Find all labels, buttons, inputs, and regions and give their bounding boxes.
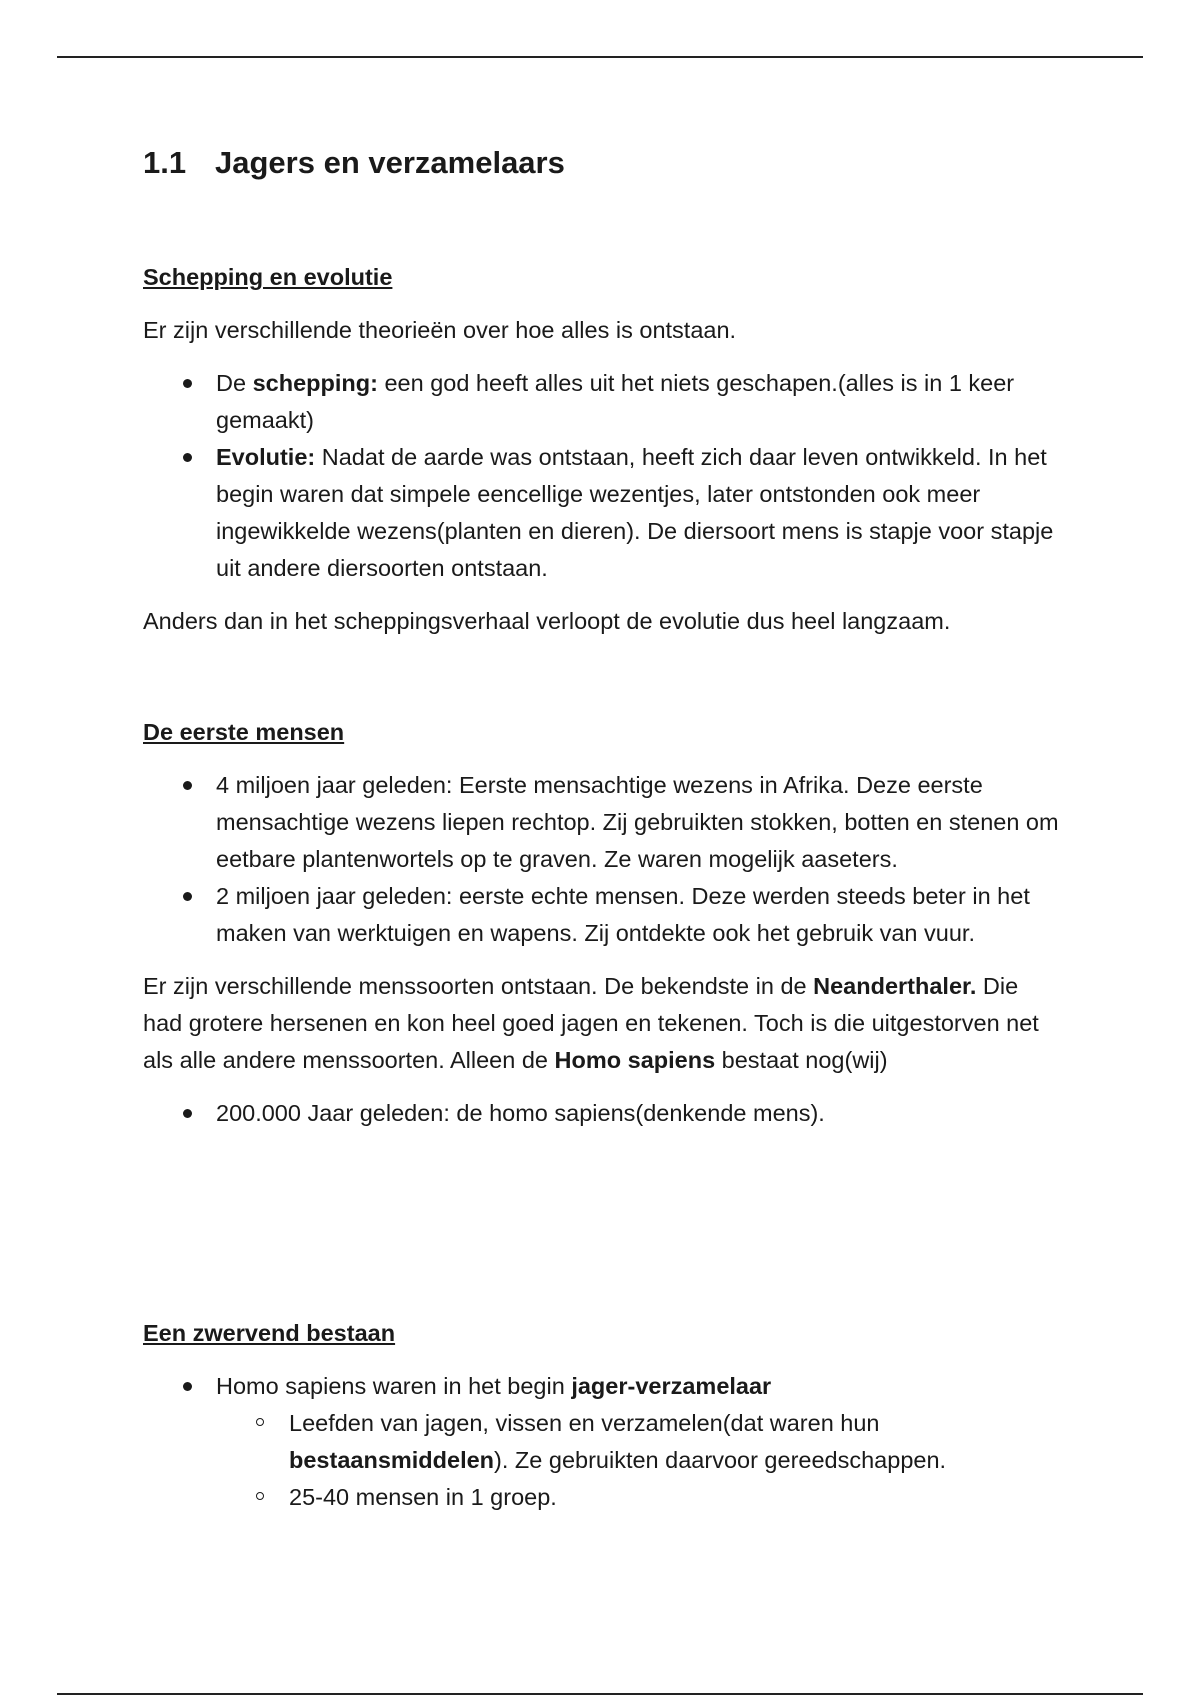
header-rule [57, 56, 1143, 58]
section-de-eerste-mensen [143, 714, 1063, 1132]
bullet-text: een god heeft alles uit het niets geschapen.(alles is in 1 keer gemaakt) [216, 370, 1015, 433]
bold-term: bestaansmiddelen [289, 1447, 495, 1473]
list-item: 4 miljoen jaar geleden: Eerste mensachtige wezens in Afrika. Deze eerste mensachtige wezens liepen rechtop. Zij gebruikten stokken, botten en stenen om eetbare plantenwortels op te graven. Ze waren mogelijk aaseters. [143, 767, 1063, 878]
bold-term: Neanderthaler. [813, 973, 977, 999]
text-run: bestaat nog(wij) [715, 1047, 888, 1073]
section-een-zwervend-bestaan [143, 1315, 1063, 1516]
text-run: Leefden van jagen, vissen en verzamelen(dat waren hun [289, 1410, 880, 1436]
bold-term: Evolutie: [216, 444, 316, 470]
bullet-list [143, 1368, 1063, 1516]
text-run: ). Ze gebruikten daarvoor gereedschappen. [494, 1447, 947, 1473]
bold-term: Homo sapiens [554, 1047, 716, 1073]
list-item [143, 365, 1063, 439]
bullet-list [143, 767, 1063, 952]
text-run: Er zijn verschillende menssoorten ontstaan. De bekendste in de [143, 973, 814, 999]
sub-list-item [216, 1405, 1063, 1479]
list-item [143, 439, 1063, 587]
paragraph: Er zijn verschillende theorieën over hoe alles is ontstaan. [143, 317, 737, 343]
bold-term: jager-verzamelaar [571, 1373, 772, 1399]
list-item: 200.000 Jaar geleden: de homo sapiens(denkende mens). [143, 1095, 1063, 1132]
text-run: Die had grotere hersenen en kon heel goed jagen en tekenen. Toch is die uitgestorven net als alle andere menssoorten. Alleen de [143, 973, 1039, 1073]
page-title [143, 143, 565, 183]
bullet-prefix: De [216, 370, 253, 396]
section-number: 1.1 [143, 145, 187, 180]
footer-rule [57, 1693, 1143, 1695]
bullet-text: Homo sapiens waren in het begin [216, 1373, 572, 1399]
title-text: Jagers en verzamelaars [215, 145, 565, 180]
section-heading: Schepping en evolutie [143, 264, 393, 290]
list-item [143, 1368, 1063, 1516]
section-heading: De eerste mensen [143, 719, 345, 745]
paragraph: Anders dan in het scheppingsverhaal verloopt de evolutie dus heel langzaam. [143, 608, 951, 634]
bullet-list [143, 365, 1063, 587]
bullet-list [143, 1095, 1063, 1132]
paragraph [143, 968, 1063, 1079]
sub-list [216, 1405, 1063, 1516]
section-schepping-en-evolutie [143, 259, 1063, 640]
bullet-text: Nadat de aarde was ontstaan, heeft zich daar leven ontwikkeld. In het begin waren dat simpele eencellige wezentjes, later ontstonden ook meer ingewikkelde wezens(planten en dieren). De diersoort mens is stapje voor stapje uit andere diersoorten ontstaan. [216, 444, 1054, 581]
list-item: 2 miljoen jaar geleden: eerste echte mensen. Deze werden steeds beter in het maken van werktuigen en wapens. Zij ontdekte ook het gebruik van vuur. [143, 878, 1063, 952]
sub-list-item: 25-40 mensen in 1 groep. [216, 1479, 1063, 1516]
section-heading: Een zwervend bestaan [143, 1320, 396, 1346]
bold-term: schepping: [252, 370, 378, 396]
